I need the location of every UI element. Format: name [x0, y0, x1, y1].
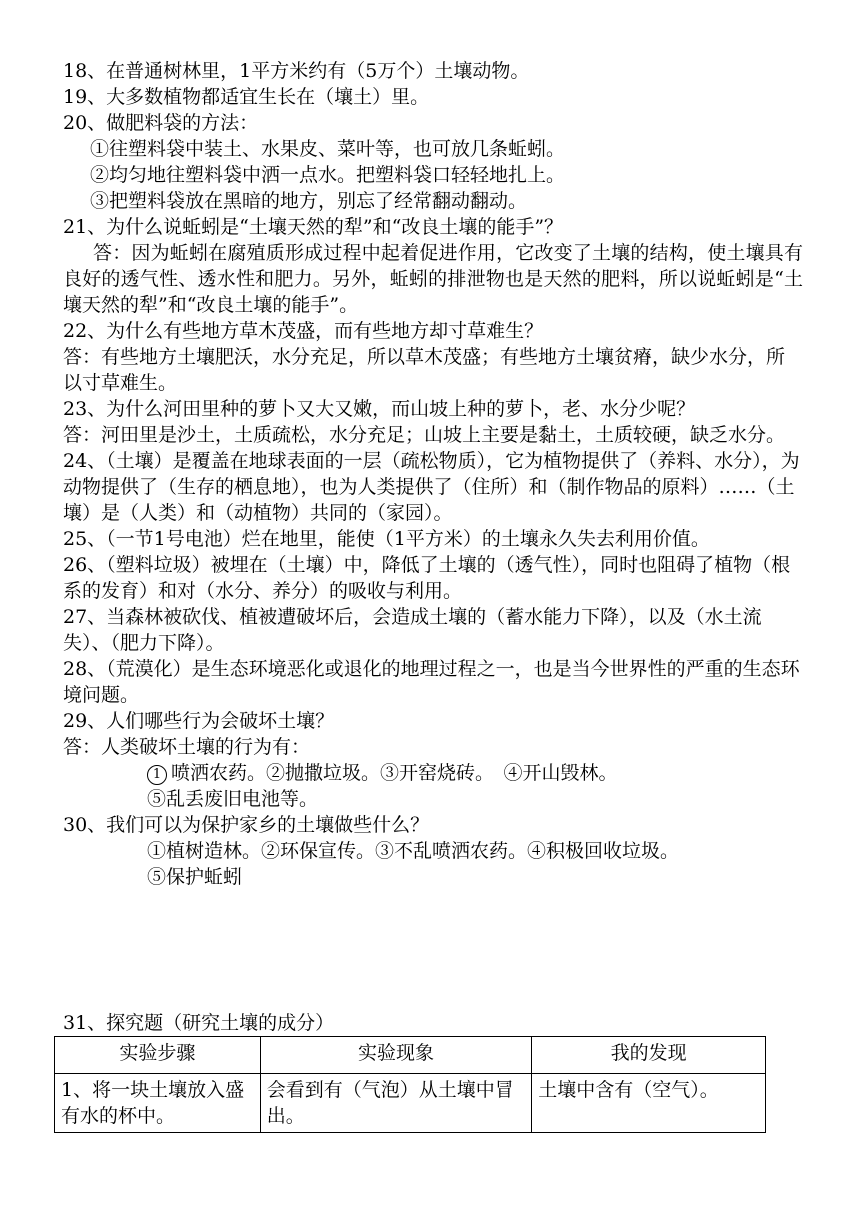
question-29-answer-intro: 答：人类破坏土壤的行为有：	[63, 736, 311, 758]
header-experiment-steps: 实验步骤	[55, 1037, 261, 1074]
question-29-title: 29、人们哪些行为会破坏土壤？	[63, 710, 335, 732]
question-20-step-1: ①往塑料袋中装土、水果皮、菜叶等，也可放几条蚯蚓。	[90, 138, 566, 160]
question-25: 25、（一节1号电池）烂在地里，能使（1平方米）的土壤永久失去利用价值。	[63, 528, 710, 550]
question-20-step-2: ②均匀地往塑料袋中洒一点水。把塑料袋口轻轻地扎上。	[90, 164, 566, 186]
header-experiment-phenomenon: 实验现象	[260, 1037, 532, 1074]
header-my-finding: 我的发现	[532, 1037, 766, 1074]
question-29-list-line-1	[63, 760, 803, 786]
question-30-list-line-2: ⑤保护蚯蚓	[147, 866, 243, 888]
experiment-table	[54, 1036, 766, 1133]
question-20-title: 20、做肥料袋的方法：	[63, 112, 259, 134]
question-23-title: 23、为什么河田里种的萝卜又大又嫩，而山坡上种的萝卜，老、水分少呢？	[63, 398, 696, 420]
cell-step: 1、将一块土壤放入盛有水的杯中。	[55, 1074, 261, 1133]
question-24: 24、（土壤）是覆盖在地球表面的一层（疏松物质），它为植物提供了（养料、水分），为动物提供了（生存的栖息地），也为人类提供了（住所）和（制作物品的原料）……（土壤）是（人类）和（动植物）共同的（家园）。	[63, 450, 800, 524]
question-27: 27、当森林被砍伐、植被遭破坏后，会造成土壤的（蓄水能力下降），以及（水土流失）、（肥力下降）。	[63, 606, 762, 654]
question-22-answer: 答：有些地方土壤肥沃，水分充足，所以草木茂盛；有些地方土壤贫瘠，缺少水分，所以寸草难生。	[63, 346, 786, 394]
question-30-list-line-1: ①植树造林。②环保宣传。③不乱喷洒农药。④积极回收垃圾。	[147, 840, 680, 862]
question-26: 26、（塑料垃圾）被埋在（土壤）中，降低了土壤的（透气性），同时也阻碍了植物（根系的发育）和对（水分、养分）的吸收与利用。	[63, 554, 791, 602]
question-29-list-line-2: ⑤乱丢废旧电池等。	[147, 788, 319, 810]
question-31-title: 31、探究题（研究土壤的成分）	[63, 1012, 335, 1034]
question-22-title: 22、为什么有些地方草木茂盛，而有些地方却寸草难生？	[63, 320, 544, 342]
question-30-title: 30、我们可以为保护家乡的土壤做些什么？	[63, 814, 430, 836]
question-28: 28、（荒漠化）是生态环境恶化或退化的地理过程之一，也是当今世界性的严重的生态环境问题。	[63, 658, 800, 706]
question-21-title: 21、为什么说蚯蚓是“土壤天然的犁”和“改良土壤的能手”？	[63, 216, 564, 238]
document-content	[63, 58, 803, 1133]
question-29-list-text-1: 喷洒农药。②抛撒垃圾。③开窑烧砖。 ④开山毁林。	[171, 762, 618, 784]
table-header-row	[55, 1037, 766, 1074]
table-row	[55, 1074, 766, 1133]
circled-number-one: 1	[147, 765, 167, 785]
cell-phenomenon: 会看到有（气泡）从土壤中冒出。	[260, 1074, 532, 1133]
blank-gap	[63, 890, 803, 1010]
question-19: 19、大多数植物都适宜生长在（壤土）里。	[63, 86, 430, 108]
question-23-answer: 答：河田里是沙土，土质疏松，水分充足；山坡上主要是黏土，土质较硬，缺乏水分。	[63, 424, 786, 446]
cell-finding: 土壤中含有（空气）。	[532, 1074, 766, 1133]
question-18: 18、在普通树林里，1平方米约有（5万个）土壤动物。	[63, 60, 530, 82]
question-20-step-3: ③把塑料袋放在黑暗的地方，别忘了经常翻动翻动。	[90, 190, 528, 212]
question-21-answer: 答：因为蚯蚓在腐殖质形成过程中起着促进作用，它改变了土壤的结构，使土壤具有良好的透气性、透水性和肥力。另外，蚯蚓的排泄物也是天然的肥料，所以说蚯蚓是“土壤天然的犁”和“改良土壤的能手”。	[63, 242, 803, 316]
